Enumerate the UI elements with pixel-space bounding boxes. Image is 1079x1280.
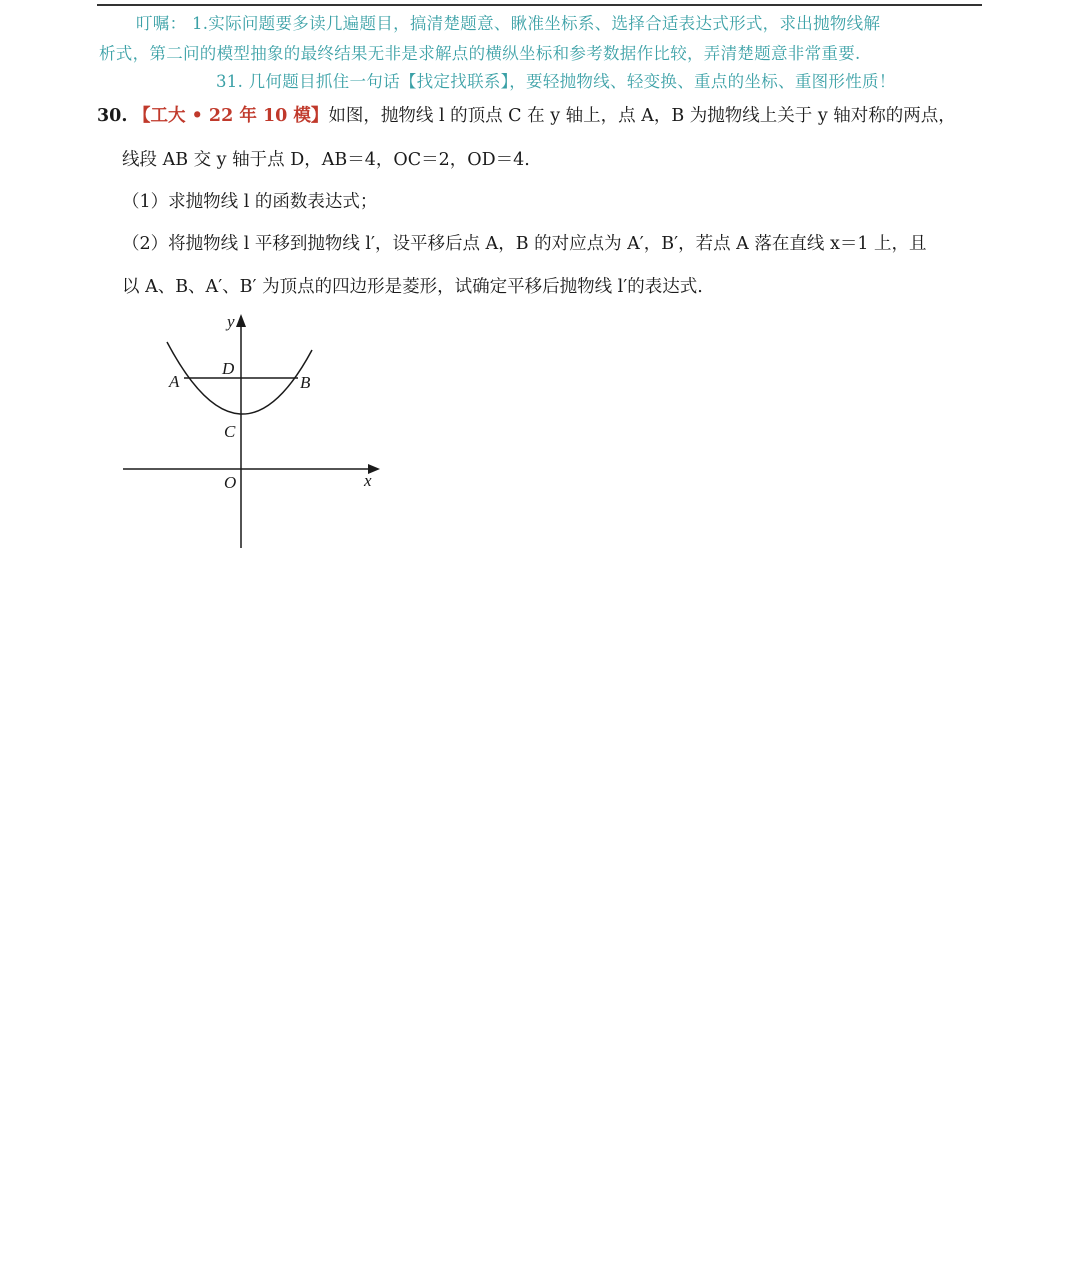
parabola-figure [118, 308, 388, 553]
problem-number: 30. [97, 106, 128, 126]
label-b: B [300, 373, 311, 392]
problem-line-1 [97, 102, 956, 127]
label-d: D [222, 359, 235, 378]
tip-line-2: 析式，第二问的模型抽象的最终结果无非是求解点的横纵坐标和参考数据作比较，弄清楚题意非常重要. [99, 44, 861, 63]
label-x: x [364, 471, 372, 490]
tip-line-1: 叮嘱： 1.实际问题要多读几遍题目，搞清楚题意、瞅准坐标系、选择合适表达式形式，求出抛物线解 [136, 14, 881, 33]
label-y: y [227, 312, 235, 331]
problem-part-2-line-1: （2）将抛物线 l 平移到抛物线 l′，设平移后点 A，B 的对应点为 A′，B′，若点 A 落在直线 x＝1 上，且 [122, 234, 927, 254]
top-rule [97, 4, 982, 6]
label-o: O [224, 473, 237, 492]
problem-line-2: 线段 AB 交 y 轴于点 D，AB＝4，OC＝2，OD＝4. [122, 150, 530, 170]
problem-statement-1: 如图，抛物线 l 的顶点 C 在 y 轴上，点 A，B 为抛物线上关于 y 轴对称的两点， [328, 106, 956, 126]
problem-part-1: （1）求抛物线 l 的函数表达式； [122, 192, 378, 212]
problem-part-2-line-2: 以 A、B、A′、B′ 为顶点的四边形是菱形，试确定平移后抛物线 l′的表达式. [122, 277, 703, 297]
label-c: C [224, 422, 236, 441]
problem-source: 【工大 • 22 年 10 模】 [133, 106, 329, 126]
label-a: A [169, 372, 180, 391]
tip-line-3: 31. 几何题目抓住一句话【找定找联系】，要轻抛物线、轻变换、重点的坐标、重图形性质！ [216, 72, 896, 91]
y-axis-arrow [236, 314, 246, 327]
